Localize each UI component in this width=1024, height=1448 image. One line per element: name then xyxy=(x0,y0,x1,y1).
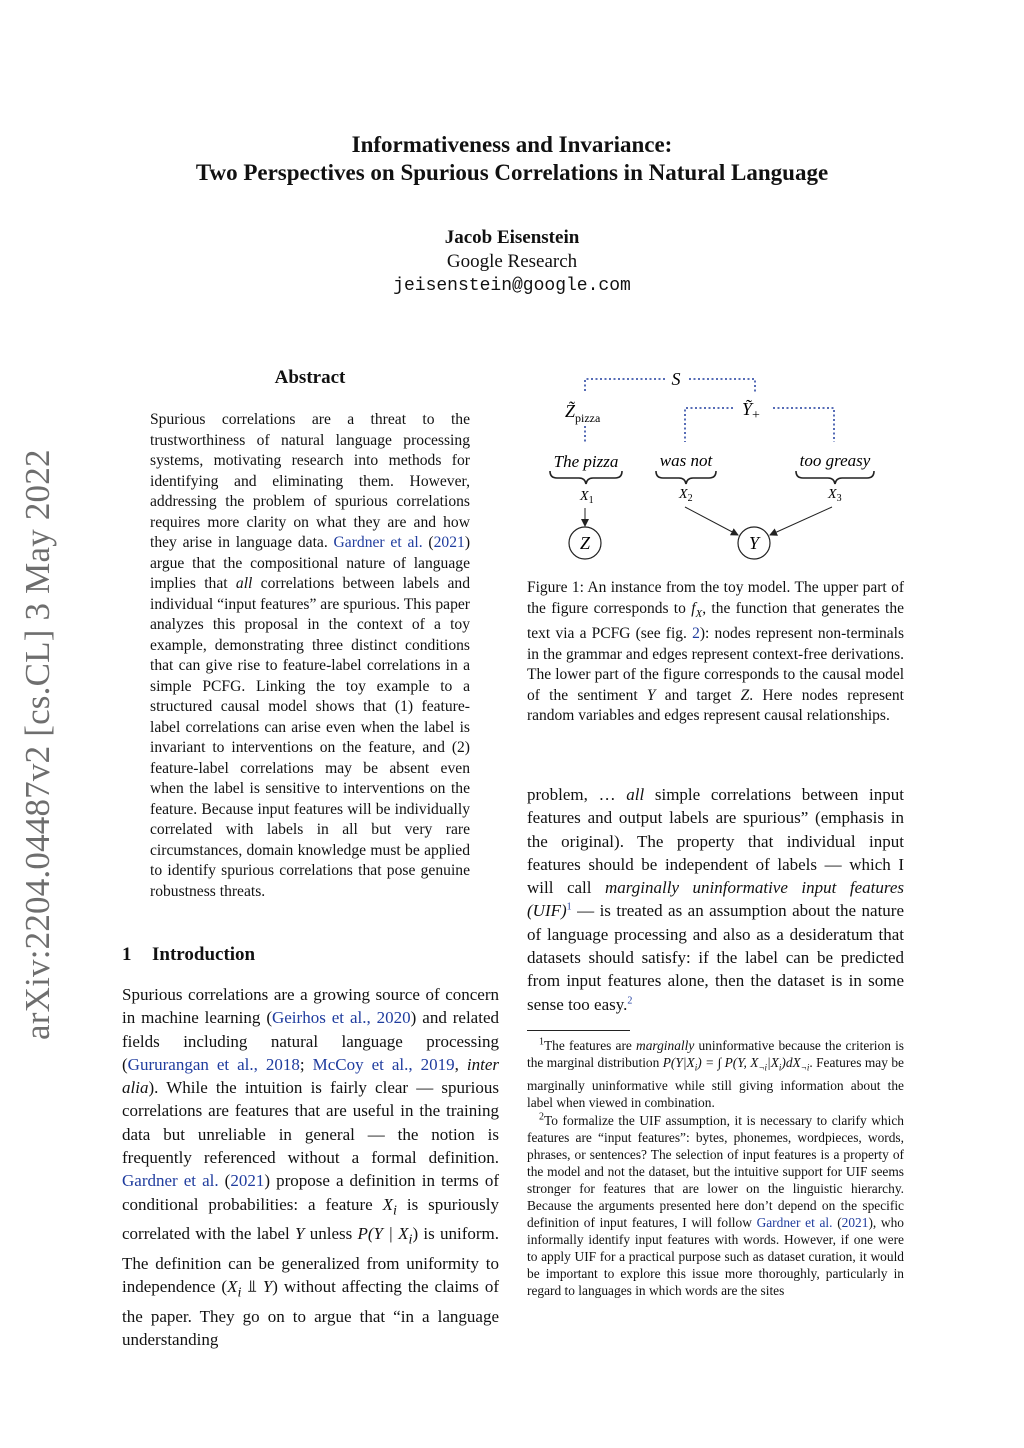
footnotes xyxy=(527,1037,904,1299)
node-y-label: Y xyxy=(748,533,760,553)
footnote-text: uninformative because the criterion is the marginal distribution xyxy=(527,1038,904,1070)
math-expression: ) xyxy=(412,1224,419,1244)
body-text: ). While the intuition is fairly clear — spurious correlations are features that are useful in the training data but unreliable in general — the notion is frequently referenced without a formal definition. xyxy=(122,1078,499,1168)
math-subscript: i xyxy=(694,1062,698,1073)
word-too-greasy: too greasy xyxy=(799,451,871,470)
body-text: — is treated as an assumption about the nature of language processing and also as a desideratum that datasets should satisfy: if the label can be predicted from input features alone, then the dataset is in some sense too easy. xyxy=(527,901,904,1014)
footnote-separator xyxy=(527,1030,630,1031)
citation-link[interactable]: Gardner et al. xyxy=(333,534,423,551)
body-text: ) without affecting the claims of the paper. They go on to argue that “in a language understanding xyxy=(122,1277,499,1350)
math-symbol: Y xyxy=(262,1277,273,1297)
body-text: ) and related fields including natural language processing ( xyxy=(122,1008,500,1074)
abstract-text: ) argue that the compositional nature of language implies that xyxy=(150,534,471,592)
footnote-number: 1 xyxy=(539,1036,544,1048)
citation-link[interactable]: Gururangan et al., 2018 xyxy=(127,1054,300,1074)
body-text: ; xyxy=(299,1054,313,1074)
math-expression: P(Y | X xyxy=(357,1224,409,1244)
emphasis-text: inter alia xyxy=(122,1054,499,1098)
citation-link[interactable]: Geirhos et al., 2020 xyxy=(271,1008,411,1028)
footnote-text: To formalize the UIF assumption, it is necessary to clarify which features are “input features”: bytes, phonemes, wordpieces, words, phrases, or sentences? The selection of input features is a property of the model and not the dataset, but the intuitive support for UIF seems stronger for features that are lower on the linguistic hierarchy. Because the arguments presented here don’t depend on the specific definition of input features, I will follow xyxy=(527,1112,904,1230)
z-tilde-symbol: Z̃ xyxy=(565,401,576,421)
body-text: simple correlations between input features and output labels are spurious” (emphasis in the original). The property that individual input features should be independent of labels — which I will call xyxy=(527,785,904,898)
footnote-1-marker[interactable]: 1 xyxy=(566,901,572,913)
footnote-text: ), who informally identify input features with words. However, if one were to apply UIF for a practical purpose such as dataset curation, it would be important to explore this issue more thoroughly, particularly in regard to languages in which words are the sites xyxy=(527,1214,904,1298)
underbrace-x3 xyxy=(796,471,874,484)
nonterminal-s-label: S xyxy=(671,369,681,389)
math-symbol: Z xyxy=(740,686,750,704)
causal-edge-x2-to-y xyxy=(685,507,738,535)
figure-1-diagram xyxy=(527,362,907,572)
caption-text: ): nodes represent non-terminals in the grammar and edges represent context-free derivations. The lower part of the figure corresponds to the causal model of the sentiment xyxy=(527,625,904,704)
math-subscript: i xyxy=(778,1062,782,1073)
abstract-text: Spurious correlations are a threat to the trustworthiness of natural language processing systems, motivating research into methods for identifying and eliminating them. However, addressing the problem of spurious correlations requires more clarity on what they are and how they arise in language data. xyxy=(150,411,470,551)
dotted-edge-s-to-y xyxy=(689,379,755,392)
section-title: Introduction xyxy=(152,944,256,965)
x1-subscript: 1 xyxy=(588,495,594,506)
math-expression: ) = ∫ P(Y, X xyxy=(697,1055,759,1070)
y-subscript-plus: + xyxy=(752,408,760,423)
abstract-heading: Abstract xyxy=(274,367,346,388)
section-heading xyxy=(122,944,255,966)
body-text: is spuriously correlated with the label xyxy=(122,1194,500,1244)
abstract-body xyxy=(150,410,470,902)
x3-subscript: 3 xyxy=(836,493,842,504)
x1-symbol: X xyxy=(580,489,589,504)
math-symbol: X xyxy=(382,1194,394,1214)
word-was-not: was not xyxy=(659,451,713,470)
citation-year-link[interactable]: 2021 xyxy=(841,1214,869,1230)
footnote-text: . Features may be marginally uninformative while still giving information about the label when viewed in combination. xyxy=(527,1055,904,1110)
nonterminal-z-pizza xyxy=(565,401,601,425)
author-email[interactable]: jeisenstein@google.com xyxy=(393,276,631,296)
underbrace-x2 xyxy=(656,471,716,484)
math-symbol: X xyxy=(227,1277,238,1297)
footnote-2-marker[interactable]: 2 xyxy=(627,995,633,1007)
nonterminal-y-plus xyxy=(742,399,760,423)
footnote-1 xyxy=(527,1037,904,1111)
introduction-paragraph xyxy=(122,983,499,1352)
citation-year-link[interactable]: 2021 xyxy=(230,1171,265,1191)
math-subscript: i xyxy=(393,1202,397,1219)
caption-text: and target xyxy=(655,686,741,704)
body-text: ( xyxy=(218,1171,231,1191)
caption-text: Figure 1: An instance from the toy model. The upper part of the figure corresponds to xyxy=(527,579,904,617)
math-expression: |X xyxy=(767,1055,779,1070)
z-subscript-pizza: pizza xyxy=(575,411,601,425)
variable-x2 xyxy=(678,487,693,504)
body-text: unless xyxy=(304,1224,358,1244)
footnote-number: 2 xyxy=(539,1111,544,1123)
x2-symbol: X xyxy=(679,487,688,502)
math-symbol: Y xyxy=(646,686,656,704)
variable-x3 xyxy=(827,487,842,504)
author-affiliation: Google Research xyxy=(446,251,578,272)
term-definition: marginally uninformative input features (UIF) xyxy=(527,878,904,921)
dotted-edge-y-to-was-not xyxy=(685,408,733,442)
node-z-label: Z xyxy=(579,533,591,553)
math-symbol: f xyxy=(691,599,696,617)
dotted-edge-y-to-too-greasy xyxy=(773,408,834,442)
body-text: is uniform. The definition can be generalized from uniformity to independence ( xyxy=(122,1224,500,1297)
section-number: 1 xyxy=(122,944,132,965)
caption-text: . Here nodes represent random variables and edges represent causal relationships. xyxy=(527,686,904,725)
math-expression: )dX xyxy=(781,1055,801,1070)
arxiv-identifier-stamp: arXiv:2204.04487v2 [cs.CL] 3 May 2022 xyxy=(18,449,57,1040)
citation-link[interactable]: Gardner et al. xyxy=(122,1171,219,1191)
citation-link[interactable]: McCoy et al., 2019 xyxy=(312,1054,455,1074)
footnote-text: ( xyxy=(832,1214,842,1230)
dotted-edge-s-to-z xyxy=(585,379,665,392)
author-name: Jacob Eisenstein xyxy=(444,227,580,248)
body-text: ) propose a definition in terms of conditional probabilities: a feature xyxy=(122,1171,499,1214)
caption-text: , the function that generates the text via a PCFG (see fig. xyxy=(527,599,904,643)
word-the-pizza: The pizza xyxy=(553,452,619,471)
citation-link[interactable]: Gardner et al. xyxy=(756,1214,833,1230)
body-text: , xyxy=(454,1054,467,1074)
variable-x1 xyxy=(579,489,594,506)
footnote-text: The features are xyxy=(544,1038,637,1053)
underbrace-x1 xyxy=(550,471,622,484)
math-subscript: X xyxy=(695,607,703,620)
footnote-2 xyxy=(527,1112,904,1299)
body-text: problem, … xyxy=(527,785,627,804)
paper-title-line-2: Two Perspectives on Spurious Correlations in Natural Language xyxy=(195,160,829,185)
math-expression: P(Y|X xyxy=(662,1055,695,1070)
right-column-paragraph xyxy=(527,783,904,1016)
emphasis-text: all xyxy=(235,575,253,592)
causal-edge-x3-to-y xyxy=(770,507,832,535)
figure-1-caption xyxy=(527,578,904,727)
abstract-text: correlations between labels and individual “input features” are spurious. This paper analyzes this proposal in the context of a toy example, demonstrating three distinct conditions that can give rise to feature-label correlations in a simple PCFG. Linking the toy example to a structured causal model shows that (1) feature-label correlations can arise even when the label is invariant to interventions on the feature, and (2) feature-label correlations may be absent even when the label is sensitive to interventions on the feature. Because input features will be individually correlated with labels in all but very rare circumstances, domain knowledge must be applied to identify spurious correlations that pose genuine robustness threats. xyxy=(150,575,470,900)
abstract-text: ( xyxy=(422,534,434,551)
x3-symbol: X xyxy=(828,487,837,502)
math-operator: ⫫ xyxy=(241,1277,263,1297)
figure-reference-link[interactable]: 2 xyxy=(692,625,700,643)
math-subscript: i xyxy=(237,1284,242,1301)
body-text: Spurious correlations are a growing source of concern in machine learning ( xyxy=(122,985,499,1028)
math-subscript: ¬i xyxy=(800,1062,810,1073)
citation-year-link[interactable]: 2021 xyxy=(433,534,465,551)
math-subscript: i xyxy=(408,1231,413,1248)
y-tilde-symbol: Ỹ xyxy=(742,399,753,419)
emphasis-text: all xyxy=(626,785,645,804)
emphasis-text: marginally xyxy=(636,1038,695,1053)
x2-subscript: 2 xyxy=(687,493,693,504)
math-subscript: ¬i xyxy=(758,1062,768,1073)
paper-title-line-1: Informativeness and Invariance: xyxy=(351,132,673,157)
math-symbol: Y xyxy=(295,1224,305,1244)
